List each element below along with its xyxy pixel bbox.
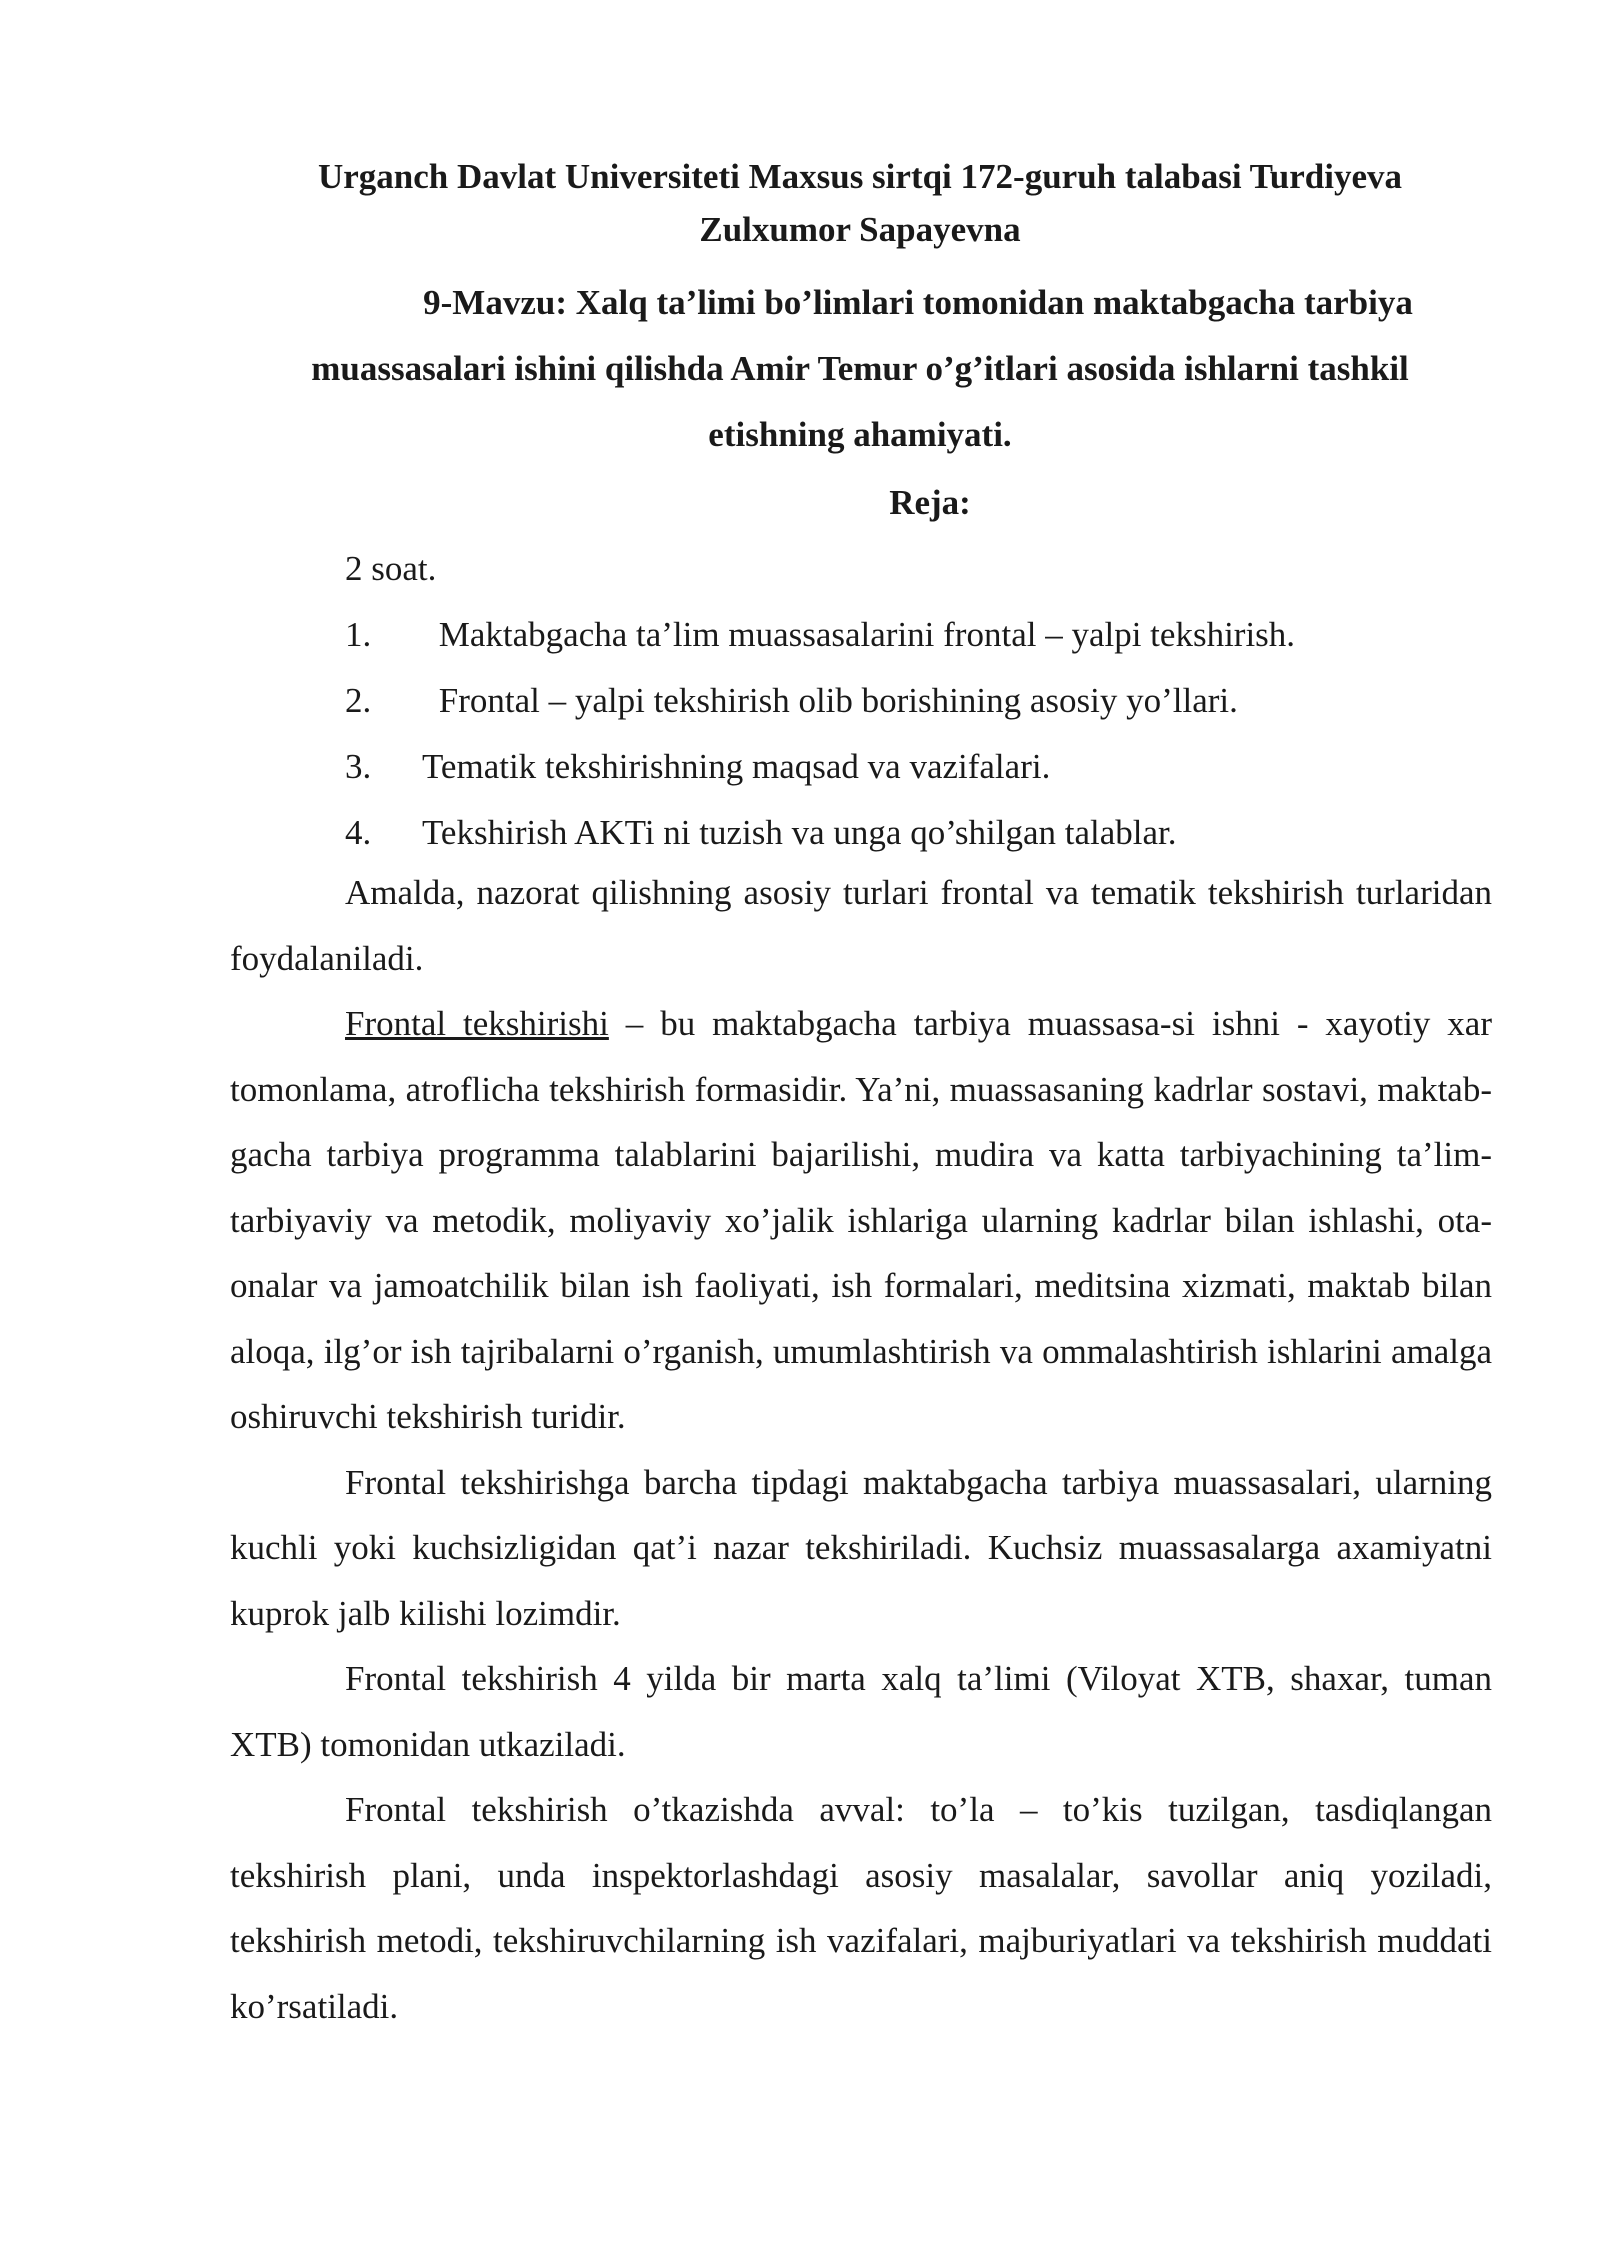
topic-line-1 xyxy=(230,270,1490,336)
paragraph-frontal-scope: Frontal tekshirishga barcha tipdagi maktabgacha tarbiya muassasalari, ularning kuchli yoki kuchsizligidan qat’i nazar tekshiriladi. Kuchsiz muassasalarga axamiyatni kuprok jalb kilishi lozimdir. xyxy=(230,1462,1492,1633)
topic-line-3: etishning ahamiyati. xyxy=(708,415,1012,454)
plan-title: Reja: xyxy=(889,483,971,522)
topic-title xyxy=(230,270,1490,468)
plan-item-number: 1. xyxy=(345,615,372,654)
plan-item-text: Maktabgacha ta’lim muassasalarini frontal – yalpi tekshirish. xyxy=(430,615,1296,654)
plan-item-text: Tematik tekshirishning maqsad va vazifalari. xyxy=(422,747,1051,786)
plan-item xyxy=(345,800,1485,866)
topic-line-1-text: 9-Mavzu: Xalq ta’limi bo’limlari tomonidan maktabgacha tarbiya xyxy=(423,283,1413,322)
document-header xyxy=(230,150,1490,256)
header-line-2: Zulxumor Sapayevna xyxy=(699,210,1021,249)
plan-item-number: 2. xyxy=(345,681,372,720)
topic-line-2: muassasalari ishini qilishda Amir Temur o’g’itlari asosida ishlarni tashkil xyxy=(311,349,1409,388)
plan-item-text: Frontal – yalpi tekshirish olib borishining asosiy yo’llari. xyxy=(430,681,1238,720)
paragraph-frontal-procedure: Frontal tekshirish o’tkazishda avval: to’la – to’kis tuzilgan, tasdiqlangan tekshirish plani, unda inspektorlashdagi asosiy masalalar, savollar aniq yoziladi, tekshirish metodi, tekshiruvchilarning ish vazifalari, majburiyatlari va tekshirish muddati ko’rsatiladi. xyxy=(230,1790,1492,2026)
document-body xyxy=(230,860,1492,2039)
frontal-definition-text: – bu maktabgacha tarbiya muassasa-si ishni - xayotiy xar tomonlama, atroflicha tekshirish formasidir. Ya’ni, muassasaning kadrlar sostavi, maktab-gacha tarbiya programma talablarini bajarilishi, mudira va katta tarbiyachining ta’lim-tarbiyaviy va metodik, moliyaviy xo’jalik ishlariga ularning kadrlar bilan ishlashi, ota-onalar va jamoatchilik bilan ish faoliyati, ish formalari, meditsina xizmati, maktab bilan aloqa, ilg’or ish tajribalarni o’rganish, umumlashtirish va ommalashtirish ishlarini amalga oshiruvchi tekshirish turidir. xyxy=(230,1004,1492,1436)
plan-item-text: Tekshirish AKTi ni tuzish va unga qo’shilgan talablar. xyxy=(422,813,1177,852)
plan-item xyxy=(345,602,1485,668)
paragraph-intro: Amalda, nazorat qilishning asosiy turlari frontal va tematik tekshirish turlaridan foydalaniladi. xyxy=(230,873,1492,978)
plan-item xyxy=(345,668,1485,734)
plan-item-number: 3. xyxy=(345,747,372,786)
paragraph-frontal-definition xyxy=(230,991,1492,1450)
plan-item-number: 4. xyxy=(345,813,372,852)
paragraph-frontal-frequency: Frontal tekshirish 4 yilda bir marta xalq ta’limi (Viloyat XTB, shaxar, tuman XTB) tomonidan utkaziladi. xyxy=(230,1659,1492,1764)
header-line-1: Urganch Davlat Universiteti Maxsus sirtqi 172-guruh talabasi Turdiyeva xyxy=(317,157,1403,196)
plan-item xyxy=(345,734,1485,800)
frontal-term: Frontal tekshirishi xyxy=(345,1004,609,1043)
plan-list xyxy=(345,602,1485,866)
hours-label: 2 soat. xyxy=(345,549,437,588)
